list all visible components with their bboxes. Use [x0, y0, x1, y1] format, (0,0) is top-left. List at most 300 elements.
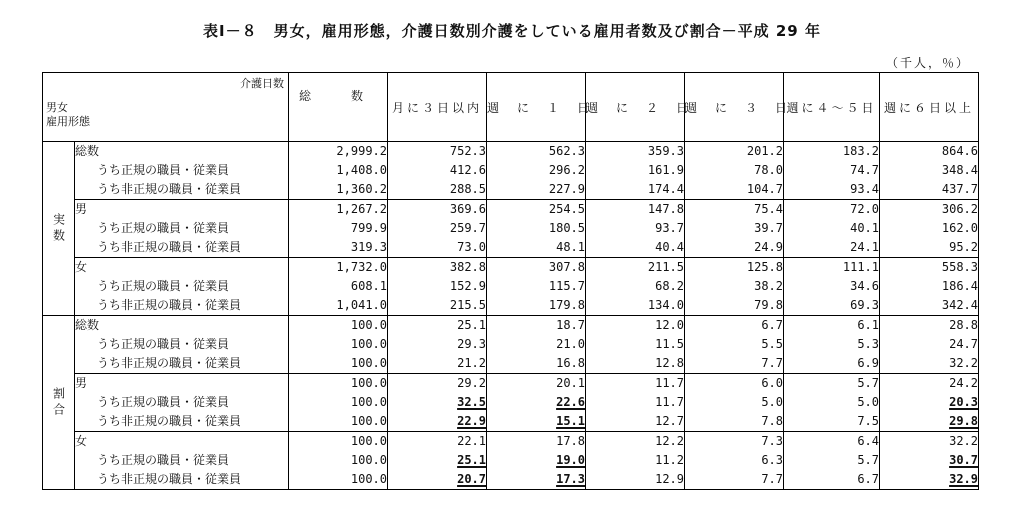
row-label: うち非正規の職員・従業員	[75, 412, 289, 432]
table-cell	[685, 200, 784, 220]
cell-value: 437.7	[941, 182, 978, 196]
table-cell	[784, 316, 880, 336]
table-cell	[586, 432, 685, 452]
cell-value: 1,360.2	[336, 182, 387, 196]
table-cell	[487, 316, 586, 336]
table-cell	[388, 161, 487, 180]
table-cell	[685, 451, 784, 470]
cell-value: 382.8	[449, 260, 486, 274]
table-cell	[388, 296, 487, 316]
cell-value: 296.2	[548, 163, 585, 177]
table-cell	[685, 470, 784, 490]
row-label: 男	[75, 374, 289, 394]
table-cell	[289, 335, 388, 354]
table-cell	[880, 316, 979, 336]
cell-value: 201.2	[746, 144, 783, 158]
table-body	[43, 142, 979, 490]
table-cell	[586, 142, 685, 162]
table-cell	[388, 219, 487, 238]
cell-value: 147.8	[647, 202, 684, 216]
table-cell	[586, 470, 685, 490]
cell-value: 24.1	[850, 240, 879, 254]
table-row	[43, 335, 979, 354]
table-cell	[880, 238, 979, 258]
cell-value: 11.2	[655, 453, 684, 467]
table-cell	[388, 335, 487, 354]
cell-value: 115.7	[548, 279, 585, 293]
cell-value: 40.1	[850, 221, 879, 235]
cell-value: 5.7	[857, 453, 879, 467]
cell-value: 38.2	[754, 279, 783, 293]
row-label: 総数	[75, 316, 289, 336]
table-cell	[880, 451, 979, 470]
table-cell	[388, 354, 487, 374]
table-cell	[784, 335, 880, 354]
page-title: 表Ⅰ－８ 男女，雇用形態，介護日数別介護をしている雇用者数及び割合－平成 29 年	[203, 22, 821, 40]
row-label: うち正規の職員・従業員	[75, 161, 289, 180]
table-cell	[586, 219, 685, 238]
cell-value: 29.3	[457, 337, 486, 351]
table-row	[43, 316, 979, 336]
table-cell	[784, 412, 880, 432]
cell-value: 5.5	[761, 337, 783, 351]
table-cell	[289, 412, 388, 432]
table-cell	[586, 451, 685, 470]
table-cell	[289, 238, 388, 258]
col-header-total: 総 数	[289, 73, 388, 142]
table-cell	[487, 238, 586, 258]
col-header-3-days-week: 週 に ３ 日	[685, 73, 784, 142]
cell-value: 6.1	[857, 318, 879, 332]
cell-value: 306.2	[941, 202, 978, 216]
table-cell	[289, 432, 388, 452]
cell-value: 12.8	[655, 356, 684, 370]
table-cell	[784, 296, 880, 316]
cell-value: 15.1	[556, 414, 585, 428]
table-cell	[586, 393, 685, 412]
table-row	[43, 374, 979, 394]
cell-value: 11.5	[655, 337, 684, 351]
cell-value: 75.4	[754, 202, 783, 216]
cell-value: 32.2	[949, 356, 978, 370]
table-cell	[586, 335, 685, 354]
table-row	[43, 277, 979, 296]
cell-value: 78.0	[754, 163, 783, 177]
table-cell	[586, 412, 685, 432]
table-cell	[487, 296, 586, 316]
cell-value: 12.9	[655, 472, 684, 486]
table-cell	[685, 142, 784, 162]
table-cell	[487, 142, 586, 162]
table-cell	[487, 180, 586, 200]
table-cell	[487, 354, 586, 374]
cell-value: 7.5	[857, 414, 879, 428]
cell-value: 100.0	[350, 453, 387, 467]
table-cell	[388, 393, 487, 412]
cell-value: 111.1	[842, 260, 879, 274]
table-row	[43, 161, 979, 180]
cell-value: 5.3	[857, 337, 879, 351]
cell-value: 558.3	[941, 260, 978, 274]
cell-value: 7.3	[761, 434, 783, 448]
cell-value: 752.3	[449, 144, 486, 158]
table-cell	[685, 393, 784, 412]
table-cell	[784, 200, 880, 220]
table-cell	[586, 200, 685, 220]
table-row	[43, 180, 979, 200]
table-cell	[586, 374, 685, 394]
table-cell	[289, 296, 388, 316]
table-row	[43, 258, 979, 278]
cell-value: 100.0	[350, 337, 387, 351]
table-cell	[487, 258, 586, 278]
table-cell	[289, 142, 388, 162]
cell-value: 307.8	[548, 260, 585, 274]
table-cell	[880, 219, 979, 238]
table-cell	[487, 470, 586, 490]
table-cell	[880, 354, 979, 374]
cell-value: 6.7	[857, 472, 879, 486]
cell-value: 6.9	[857, 356, 879, 370]
cell-value: 288.5	[449, 182, 486, 196]
cell-value: 227.9	[548, 182, 585, 196]
cell-value: 72.0	[850, 202, 879, 216]
cell-value: 95.2	[949, 240, 978, 254]
cell-value: 73.0	[457, 240, 486, 254]
cell-value: 17.3	[556, 472, 585, 486]
cell-value: 100.0	[350, 395, 387, 409]
cell-value: 93.4	[850, 182, 879, 196]
table-cell	[880, 161, 979, 180]
cell-value: 17.8	[556, 434, 585, 448]
table-cell	[289, 393, 388, 412]
cell-value: 24.9	[754, 240, 783, 254]
cell-value: 6.7	[761, 318, 783, 332]
cell-value: 369.6	[449, 202, 486, 216]
table-cell	[487, 200, 586, 220]
col-header-2-days-week: 週 に ２ 日	[586, 73, 685, 142]
cell-value: 79.8	[754, 298, 783, 312]
table-cell	[586, 161, 685, 180]
cell-value: 608.1	[350, 279, 387, 293]
cell-value: 254.5	[548, 202, 585, 216]
table-cell	[685, 258, 784, 278]
cell-value: 11.7	[655, 376, 684, 390]
corner-care-days-label: 介護日数	[240, 77, 284, 90]
cell-value: 134.0	[647, 298, 684, 312]
table-cell	[586, 180, 685, 200]
cell-value: 40.4	[655, 240, 684, 254]
cell-value: 799.9	[350, 221, 387, 235]
cell-value: 39.7	[754, 221, 783, 235]
table-cell	[685, 374, 784, 394]
cell-value: 32.2	[949, 434, 978, 448]
cell-value: 104.7	[746, 182, 783, 196]
cell-value: 7.7	[761, 472, 783, 486]
table-cell	[487, 432, 586, 452]
cell-value: 319.3	[350, 240, 387, 254]
table-cell	[685, 335, 784, 354]
table-cell	[880, 432, 979, 452]
cell-value: 12.2	[655, 434, 684, 448]
table-cell	[487, 161, 586, 180]
cell-value: 21.0	[556, 337, 585, 351]
table-cell	[388, 432, 487, 452]
cell-value: 21.2	[457, 356, 486, 370]
cell-value: 5.7	[857, 376, 879, 390]
row-label: うち非正規の職員・従業員	[75, 180, 289, 200]
table-cell	[880, 335, 979, 354]
table-cell	[388, 451, 487, 470]
cell-value: 93.7	[655, 221, 684, 235]
table-cell	[289, 374, 388, 394]
table-cell	[388, 470, 487, 490]
cell-value: 5.0	[761, 395, 783, 409]
section-label: 割合	[43, 316, 75, 490]
table-cell	[880, 142, 979, 162]
unit-note: （千人，％）	[885, 56, 970, 70]
cell-value: 215.5	[449, 298, 486, 312]
row-label: うち正規の職員・従業員	[75, 393, 289, 412]
table-cell	[289, 219, 388, 238]
table-cell	[685, 316, 784, 336]
table-cell	[880, 200, 979, 220]
table-cell	[289, 451, 388, 470]
table-cell	[487, 335, 586, 354]
table-cell	[388, 200, 487, 220]
cell-value: 6.4	[857, 434, 879, 448]
table-cell	[685, 277, 784, 296]
table-row	[43, 393, 979, 412]
table-cell	[289, 316, 388, 336]
row-label: うち正規の職員・従業員	[75, 335, 289, 354]
cell-value: 30.7	[949, 453, 978, 467]
table-row	[43, 354, 979, 374]
col-header-1-day-week: 週 に １ 日	[487, 73, 586, 142]
corner-employment-label: 雇用形態	[46, 115, 90, 128]
cell-value: 24.2	[949, 376, 978, 390]
section-label: 実数	[43, 142, 75, 316]
table-cell	[487, 374, 586, 394]
cell-value: 1,041.0	[336, 298, 387, 312]
table-cell	[487, 277, 586, 296]
table-cell	[784, 393, 880, 412]
table-row	[43, 142, 979, 162]
cell-value: 211.5	[647, 260, 684, 274]
table-cell	[784, 238, 880, 258]
cell-value: 28.8	[949, 318, 978, 332]
table-cell	[784, 277, 880, 296]
cell-value: 100.0	[350, 318, 387, 332]
table-cell	[289, 180, 388, 200]
col-header-4-5-days-week: 週に４～５日	[784, 73, 880, 142]
cell-value: 74.7	[850, 163, 879, 177]
cell-value: 68.2	[655, 279, 684, 293]
cell-value: 7.8	[761, 414, 783, 428]
cell-value: 69.3	[850, 298, 879, 312]
cell-value: 6.3	[761, 453, 783, 467]
table-row	[43, 432, 979, 452]
cell-value: 100.0	[350, 376, 387, 390]
table-cell	[586, 296, 685, 316]
col-header-within-3-days-month: 月に３日以内	[388, 73, 487, 142]
table-cell	[784, 432, 880, 452]
header-row	[43, 73, 979, 142]
row-label: うち非正規の職員・従業員	[75, 470, 289, 490]
row-label: 女	[75, 432, 289, 452]
table-cell	[784, 258, 880, 278]
table-cell	[289, 354, 388, 374]
table-cell	[586, 316, 685, 336]
cell-value: 152.9	[449, 279, 486, 293]
cell-value: 359.3	[647, 144, 684, 158]
cell-value: 412.6	[449, 163, 486, 177]
table-cell	[388, 316, 487, 336]
cell-value: 18.7	[556, 318, 585, 332]
cell-value: 16.8	[556, 356, 585, 370]
data-table	[42, 72, 979, 490]
table-cell	[685, 219, 784, 238]
table-cell	[487, 412, 586, 432]
table-cell	[685, 238, 784, 258]
cell-value: 100.0	[350, 414, 387, 428]
cell-value: 864.6	[941, 144, 978, 158]
table-cell	[784, 354, 880, 374]
table-cell	[880, 180, 979, 200]
row-label: うち正規の職員・従業員	[75, 277, 289, 296]
cell-value: 100.0	[350, 434, 387, 448]
table-cell	[880, 374, 979, 394]
cell-value: 179.8	[548, 298, 585, 312]
table-cell	[289, 200, 388, 220]
table-cell	[784, 142, 880, 162]
table-cell	[685, 180, 784, 200]
table-cell	[388, 180, 487, 200]
cell-value: 22.9	[457, 414, 486, 428]
table-cell	[880, 277, 979, 296]
cell-value: 1,408.0	[336, 163, 387, 177]
table-row	[43, 470, 979, 490]
cell-value: 342.4	[941, 298, 978, 312]
table-cell	[784, 451, 880, 470]
cell-value: 259.7	[449, 221, 486, 235]
table-cell	[388, 374, 487, 394]
cell-value: 20.1	[556, 376, 585, 390]
table-row	[43, 219, 979, 238]
table-row	[43, 200, 979, 220]
cell-value: 34.6	[850, 279, 879, 293]
table-cell	[289, 277, 388, 296]
table-cell	[685, 161, 784, 180]
cell-value: 186.4	[941, 279, 978, 293]
cell-value: 19.0	[556, 453, 585, 467]
table-cell	[784, 374, 880, 394]
cell-value: 562.3	[548, 144, 585, 158]
row-label: 総数	[75, 142, 289, 162]
row-label: 男	[75, 200, 289, 220]
row-label: 女	[75, 258, 289, 278]
table-cell	[586, 258, 685, 278]
table-cell	[784, 219, 880, 238]
cell-value: 48.1	[556, 240, 585, 254]
cell-value: 29.8	[949, 414, 978, 428]
cell-value: 6.0	[761, 376, 783, 390]
row-label: うち非正規の職員・従業員	[75, 296, 289, 316]
cell-value: 32.9	[949, 472, 978, 486]
cell-value: 2,999.2	[336, 144, 387, 158]
cell-value: 161.9	[647, 163, 684, 177]
table-cell	[784, 470, 880, 490]
cell-value: 162.0	[941, 221, 978, 235]
cell-value: 183.2	[842, 144, 879, 158]
table-cell	[880, 470, 979, 490]
cell-value: 1,732.0	[336, 260, 387, 274]
cell-value: 22.1	[457, 434, 486, 448]
cell-value: 12.7	[655, 414, 684, 428]
table-cell	[487, 451, 586, 470]
row-label: うち正規の職員・従業員	[75, 219, 289, 238]
table-row	[43, 238, 979, 258]
table-cell	[784, 161, 880, 180]
cell-value: 348.4	[941, 163, 978, 177]
cell-value: 25.1	[457, 453, 486, 467]
table-cell	[880, 412, 979, 432]
cell-value: 25.1	[457, 318, 486, 332]
cell-value: 1,267.2	[336, 202, 387, 216]
cell-value: 100.0	[350, 472, 387, 486]
cell-value: 20.3	[949, 395, 978, 409]
row-label: うち正規の職員・従業員	[75, 451, 289, 470]
cell-value: 5.0	[857, 395, 879, 409]
corner-sex-label: 男女	[46, 101, 68, 114]
cell-value: 174.4	[647, 182, 684, 196]
table-cell	[685, 296, 784, 316]
table-cell	[880, 258, 979, 278]
table-cell	[880, 296, 979, 316]
cell-value: 100.0	[350, 356, 387, 370]
table-cell	[487, 393, 586, 412]
table-cell	[685, 412, 784, 432]
table-cell	[784, 180, 880, 200]
table-cell	[388, 277, 487, 296]
table-cell	[289, 258, 388, 278]
table-cell	[388, 412, 487, 432]
table-cell	[586, 277, 685, 296]
table-cell	[880, 393, 979, 412]
table-cell	[388, 142, 487, 162]
table-cell	[685, 432, 784, 452]
row-label: うち非正規の職員・従業員	[75, 238, 289, 258]
header-corner	[43, 73, 289, 142]
table-cell	[586, 238, 685, 258]
table-cell	[487, 219, 586, 238]
table-cell	[289, 470, 388, 490]
col-header-6-plus-days-week: 週に６日以上	[880, 73, 979, 142]
table-cell	[685, 354, 784, 374]
table-row	[43, 296, 979, 316]
cell-value: 24.7	[949, 337, 978, 351]
cell-value: 32.5	[457, 395, 486, 409]
table-row	[43, 412, 979, 432]
table-cell	[586, 354, 685, 374]
cell-value: 12.0	[655, 318, 684, 332]
table-cell	[388, 238, 487, 258]
table-cell	[289, 161, 388, 180]
table-cell	[388, 258, 487, 278]
row-label: うち非正規の職員・従業員	[75, 354, 289, 374]
cell-value: 11.7	[655, 395, 684, 409]
cell-value: 29.2	[457, 376, 486, 390]
